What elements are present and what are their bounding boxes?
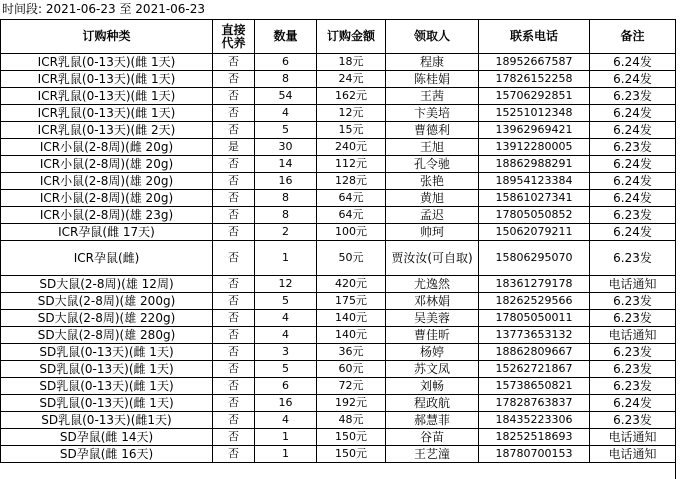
quantity-cell: 3: [255, 344, 317, 361]
table-row: [1, 139, 676, 156]
phone-cell: 18252518693: [479, 429, 590, 446]
direct-breeding-cell: 否: [213, 190, 255, 207]
order-type-cell: SD乳鼠(0-13天)(雌1天): [1, 412, 213, 429]
table-row: [1, 122, 676, 139]
direct-breeding-cell: 否: [213, 224, 255, 241]
order-type-cell: SD大鼠(2-8周)(雄 200g): [1, 293, 213, 310]
amount-cell: 140元: [317, 310, 386, 327]
quantity-cell: 5: [255, 122, 317, 139]
direct-breeding-cell: 否: [213, 122, 255, 139]
header-row: [1, 20, 676, 54]
quantity-cell: 6: [255, 378, 317, 395]
col-header-recipient: 领取人: [386, 20, 479, 54]
phone-cell: 15706292851: [479, 88, 590, 105]
note-cell: 6.23发: [590, 412, 676, 429]
quantity-cell: 1: [255, 446, 317, 463]
table-row: [1, 241, 676, 276]
col-header-note: 备注: [590, 20, 676, 54]
table-row: [1, 429, 676, 446]
note-cell: 6.24发: [590, 122, 676, 139]
order-type-cell: SD乳鼠(0-13天)(雌 1天): [1, 344, 213, 361]
direct-breeding-cell: 否: [213, 293, 255, 310]
quantity-cell: 5: [255, 361, 317, 378]
amount-cell: 50元: [317, 241, 386, 276]
table-row: [1, 412, 676, 429]
table-row: [1, 207, 676, 224]
quantity-cell: 12: [255, 276, 317, 293]
direct-breeding-cell: 否: [213, 327, 255, 344]
phone-cell: 13773653132: [479, 327, 590, 344]
phone-cell: 18262529566: [479, 293, 590, 310]
direct-breeding-cell: 否: [213, 310, 255, 327]
quantity-cell: 30: [255, 139, 317, 156]
table-row: [1, 88, 676, 105]
phone-cell: 15806295070: [479, 241, 590, 276]
table-row: [1, 190, 676, 207]
table-row: [1, 378, 676, 395]
table-row: [1, 224, 676, 241]
order-table: [0, 19, 676, 463]
phone-cell: 15062079211: [479, 224, 590, 241]
table-row: [1, 156, 676, 173]
note-cell: 6.24发: [590, 105, 676, 122]
order-type-cell: SD孕鼠(雌 14天): [1, 429, 213, 446]
amount-cell: 24元: [317, 71, 386, 88]
amount-cell: 60元: [317, 361, 386, 378]
direct-breeding-cell: 否: [213, 54, 255, 71]
table-row: [1, 327, 676, 344]
amount-cell: 112元: [317, 156, 386, 173]
quantity-cell: 4: [255, 105, 317, 122]
recipient-cell: 吴美蓉: [386, 310, 479, 327]
table-row: [1, 293, 676, 310]
recipient-cell: 谷苗: [386, 429, 479, 446]
note-cell: 电话通知: [590, 446, 676, 463]
order-type-cell: SD大鼠(2-8周)(雄 280g): [1, 327, 213, 344]
amount-cell: 128元: [317, 173, 386, 190]
phone-cell: 18361279178: [479, 276, 590, 293]
table-row: [1, 361, 676, 378]
amount-cell: 18元: [317, 54, 386, 71]
recipient-cell: 卞美培: [386, 105, 479, 122]
recipient-cell: 程政航: [386, 395, 479, 412]
amount-cell: 64元: [317, 207, 386, 224]
note-cell: 6.24发: [590, 54, 676, 71]
phone-cell: 15262721867: [479, 361, 590, 378]
recipient-cell: 程康: [386, 54, 479, 71]
direct-breeding-cell: 否: [213, 395, 255, 412]
order-type-cell: ICR乳鼠(0-13天)(雌 2天): [1, 122, 213, 139]
amount-cell: 72元: [317, 378, 386, 395]
quantity-cell: 8: [255, 71, 317, 88]
order-type-cell: ICR小鼠(2-8周)(雄 20g): [1, 156, 213, 173]
amount-cell: 140元: [317, 327, 386, 344]
phone-cell: 17805050852: [479, 207, 590, 224]
recipient-cell: 苏文凤: [386, 361, 479, 378]
phone-cell: 18862988291: [479, 156, 590, 173]
quantity-cell: 1: [255, 241, 317, 276]
date-range-label: 时间段:: [2, 2, 43, 16]
order-type-cell: ICR乳鼠(0-13天)(雌 1天): [1, 54, 213, 71]
quantity-cell: 6: [255, 54, 317, 71]
direct-breeding-cell: 否: [213, 361, 255, 378]
direct-breeding-cell: 否: [213, 71, 255, 88]
recipient-cell: 贾汝汝(可自取): [386, 241, 479, 276]
col-header-direct-breeding-text: 直接代养: [221, 22, 246, 50]
direct-breeding-cell: 否: [213, 429, 255, 446]
amount-cell: 48元: [317, 412, 386, 429]
recipient-cell: 帅珂: [386, 224, 479, 241]
quantity-cell: 4: [255, 327, 317, 344]
recipient-cell: 孟迟: [386, 207, 479, 224]
order-type-cell: SD乳鼠(0-13天)(雌 1天): [1, 378, 213, 395]
table-row: [1, 395, 676, 412]
note-cell: 6.24发: [590, 190, 676, 207]
recipient-cell: 孔令驰: [386, 156, 479, 173]
direct-breeding-cell: 否: [213, 412, 255, 429]
direct-breeding-cell: 否: [213, 344, 255, 361]
quantity-cell: 5: [255, 293, 317, 310]
col-header-quantity: 数量: [255, 20, 317, 54]
quantity-cell: 54: [255, 88, 317, 105]
order-type-cell: SD孕鼠(雌 16天): [1, 446, 213, 463]
note-cell: 6.24发: [590, 173, 676, 190]
table-row: [1, 310, 676, 327]
note-cell: 6.23发: [590, 139, 676, 156]
date-range-end: 2021-06-23: [135, 2, 206, 16]
phone-cell: 13962969421: [479, 122, 590, 139]
recipient-cell: 邓林娟: [386, 293, 479, 310]
phone-cell: 18435223306: [479, 412, 590, 429]
note-cell: 6.23发: [590, 361, 676, 378]
phone-cell: 13912280005: [479, 139, 590, 156]
table-row: [1, 54, 676, 71]
quantity-cell: 8: [255, 190, 317, 207]
phone-cell: 18780700153: [479, 446, 590, 463]
phone-cell: 18954123384: [479, 173, 590, 190]
recipient-cell: 杨婷: [386, 344, 479, 361]
note-cell: 电话通知: [590, 327, 676, 344]
order-type-cell: ICR乳鼠(0-13天)(雌 1天): [1, 105, 213, 122]
phone-cell: 17828763837: [479, 395, 590, 412]
direct-breeding-cell: 否: [213, 207, 255, 224]
amount-cell: 162元: [317, 88, 386, 105]
table-row: [1, 173, 676, 190]
amount-cell: 15元: [317, 122, 386, 139]
direct-breeding-cell: 否: [213, 173, 255, 190]
amount-cell: 64元: [317, 190, 386, 207]
table-row: [1, 105, 676, 122]
note-cell: 6.23发: [590, 378, 676, 395]
order-type-cell: ICR小鼠(2-8周)(雄 20g): [1, 190, 213, 207]
col-header-amount: 订购金额: [317, 20, 386, 54]
note-cell: 6.24发: [590, 71, 676, 88]
amount-cell: 100元: [317, 224, 386, 241]
quantity-cell: 16: [255, 173, 317, 190]
amount-cell: 240元: [317, 139, 386, 156]
table-row: [1, 344, 676, 361]
table-right-edge: [675, 19, 676, 479]
direct-breeding-cell: 否: [213, 156, 255, 173]
date-range-separator: 至: [119, 2, 132, 16]
order-type-cell: SD大鼠(2-8周)(雄 220g): [1, 310, 213, 327]
direct-breeding-cell: 否: [213, 88, 255, 105]
col-header-order-type: 订购种类: [1, 20, 213, 54]
recipient-cell: 刘畅: [386, 378, 479, 395]
recipient-cell: 王艺潼: [386, 446, 479, 463]
note-cell: 电话通知: [590, 429, 676, 446]
note-cell: 6.24发: [590, 395, 676, 412]
phone-cell: 17826152258: [479, 71, 590, 88]
recipient-cell: 黄旭: [386, 190, 479, 207]
table-row: [1, 446, 676, 463]
order-type-cell: ICR小鼠(2-8周)(雄 20g): [1, 173, 213, 190]
order-type-cell: ICR小鼠(2-8周)(雄 23g): [1, 207, 213, 224]
quantity-cell: 8: [255, 207, 317, 224]
phone-cell: 15738650821: [479, 378, 590, 395]
direct-breeding-cell: 否: [213, 378, 255, 395]
amount-cell: 192元: [317, 395, 386, 412]
order-type-cell: ICR孕鼠(雌): [1, 241, 213, 276]
col-header-direct-breeding: [213, 20, 255, 54]
quantity-cell: 16: [255, 395, 317, 412]
note-cell: 6.23发: [590, 241, 676, 276]
amount-cell: 36元: [317, 344, 386, 361]
quantity-cell: 14: [255, 156, 317, 173]
note-cell: 6.23发: [590, 344, 676, 361]
direct-breeding-cell: 否: [213, 276, 255, 293]
note-cell: 6.24发: [590, 156, 676, 173]
note-cell: 电话通知: [590, 276, 676, 293]
quantity-cell: 4: [255, 412, 317, 429]
amount-cell: 420元: [317, 276, 386, 293]
direct-breeding-cell: 否: [213, 105, 255, 122]
quantity-cell: 1: [255, 429, 317, 446]
recipient-cell: 张艳: [386, 173, 479, 190]
order-type-cell: ICR乳鼠(0-13天)(雌 1天): [1, 88, 213, 105]
quantity-cell: 2: [255, 224, 317, 241]
note-cell: 6.24发: [590, 224, 676, 241]
phone-cell: 17805050011: [479, 310, 590, 327]
phone-cell: 15251012348: [479, 105, 590, 122]
date-range-start: 2021-06-23: [45, 2, 116, 16]
note-cell: 6.23发: [590, 88, 676, 105]
note-cell: 6.23发: [590, 310, 676, 327]
direct-breeding-cell: 否: [213, 446, 255, 463]
recipient-cell: 曹德利: [386, 122, 479, 139]
col-header-phone: 联系电话: [479, 20, 590, 54]
amount-cell: 150元: [317, 446, 386, 463]
date-range-line: [2, 1, 205, 18]
recipient-cell: 王旭: [386, 139, 479, 156]
order-type-cell: SD乳鼠(0-13天)(雌 1天): [1, 395, 213, 412]
order-type-cell: SD大鼠(2-8周)(雄 12周): [1, 276, 213, 293]
phone-cell: 18952667587: [479, 54, 590, 71]
order-type-cell: SD乳鼠(0-13天)(雌 1天): [1, 361, 213, 378]
order-type-cell: ICR小鼠(2-8周)(雌 20g): [1, 139, 213, 156]
phone-cell: 18862809667: [479, 344, 590, 361]
amount-cell: 175元: [317, 293, 386, 310]
recipient-cell: 郝慧菲: [386, 412, 479, 429]
recipient-cell: 曹佳昕: [386, 327, 479, 344]
recipient-cell: 尤逸然: [386, 276, 479, 293]
note-cell: 6.23发: [590, 293, 676, 310]
recipient-cell: 陈桂娟: [386, 71, 479, 88]
amount-cell: 12元: [317, 105, 386, 122]
order-type-cell: ICR孕鼠(雌 17天): [1, 224, 213, 241]
order-type-cell: ICR乳鼠(0-13天)(雌 1天): [1, 71, 213, 88]
amount-cell: 150元: [317, 429, 386, 446]
table-row: [1, 276, 676, 293]
phone-cell: 15861027341: [479, 190, 590, 207]
quantity-cell: 4: [255, 310, 317, 327]
note-cell: 6.23发: [590, 207, 676, 224]
direct-breeding-cell: 是: [213, 139, 255, 156]
table-row: [1, 71, 676, 88]
direct-breeding-cell: 否: [213, 241, 255, 276]
recipient-cell: 王茜: [386, 88, 479, 105]
